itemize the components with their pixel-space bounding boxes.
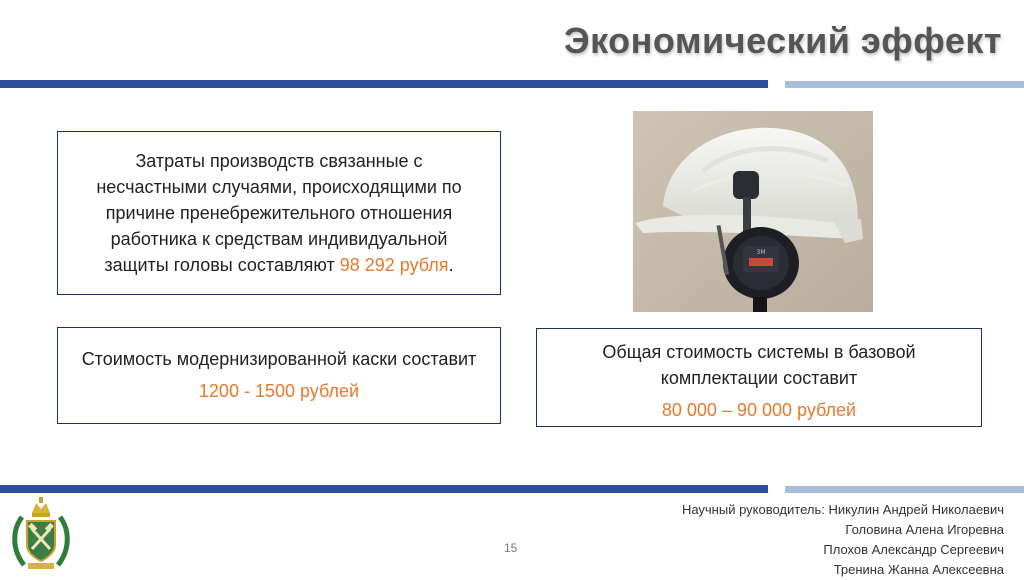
- slide-title: Экономический эффект: [564, 20, 1002, 61]
- credit-author: Головина Алена Игоревна: [845, 522, 1004, 537]
- credits-block: [682, 500, 1004, 580]
- credit-author: Плохов Александр Сергеевич: [823, 542, 1004, 557]
- university-emblem-logo: [10, 495, 72, 571]
- system-cost-text: Общая стоимость системы в базовой комплектации составит: [602, 342, 916, 388]
- top-divider-light: [785, 81, 1024, 88]
- costs-box: [57, 131, 501, 295]
- credit-supervisor: Научный руководитель: Никулин Андрей Николаевич: [681, 502, 1004, 517]
- helmet-with-earmuffs-photo: [633, 111, 873, 312]
- costs-text: Затраты производств связанные с несчастными случаями, происходящими по причине пренебрежительного отношения работника к средствам индивидуальной защиты головы составляют: [96, 151, 462, 275]
- system-cost-amount: 80 000 – 90 000 рублей: [661, 400, 857, 420]
- helmet-cost-box: [57, 327, 501, 424]
- helmet-cost-text: Стоимость модернизированной каски составит: [81, 349, 477, 369]
- costs-tail: .: [448, 255, 454, 275]
- bottom-divider-light: [785, 486, 1024, 493]
- helmet-cost-amount: 1200 - 1500 рублей: [198, 381, 360, 401]
- svg-text:3M: 3M: [756, 249, 766, 256]
- costs-amount: 98 292 рубля: [339, 255, 449, 275]
- credit-author: Тренина Жанна Алексеевна: [833, 562, 1004, 577]
- page-number: 15: [504, 541, 518, 555]
- system-cost-box: [536, 328, 982, 427]
- bottom-divider-dark: [0, 485, 768, 493]
- top-divider-dark: [0, 80, 768, 88]
